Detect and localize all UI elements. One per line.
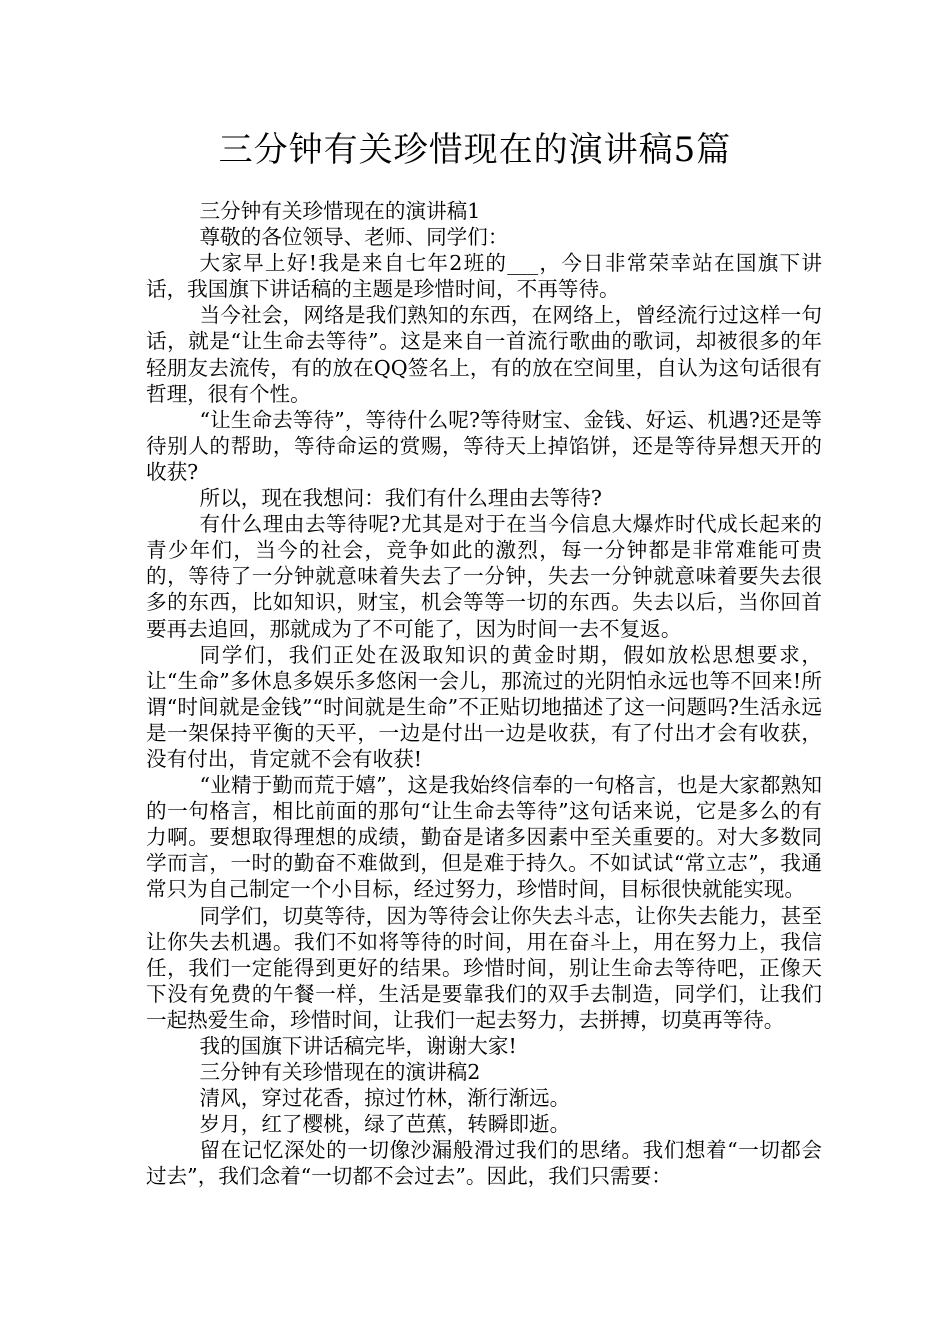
paragraph: “业精于勤而荒于嬉”，这是我始终信奉的一句格言，也是大家都熟知的一句格言，相比前面的那句“让生命去等待”这句话来说，它是多么的有力啊。要想取得理想的成绩，勤奋是诸多因素中至关重要的。对大多数同学而言，一时的勤奋不难做到，但是难于持久。不如试试“常立志”，我通常只为自己制定一个小目标，经过努力，珍惜时间，目标很快就能实现。 (146, 773, 822, 902)
section-heading-2: 三分钟有关珍惜现在的演讲稿2 (199, 1060, 481, 1085)
document-title: 三分钟有关珍惜现在的演讲稿5篇 (218, 130, 732, 170)
paragraph: 所以，现在我想问：我们有什么理由去等待? (199, 486, 602, 511)
section-heading-1: 三分钟有关珍惜现在的演讲稿1 (199, 199, 481, 223)
paragraph: 同学们，切莫等待，因为等待会让你失去斗志，让你失去能力，甚至让你失去机遇。我们不如将等待的时间，用在奋斗上，用在努力上，我信任，我们一定能得到更好的结果。珍惜时间，别让生命去等待吧，正像天下没有免费的午餐一样，生活是要靠我们的双手去制造，同学们，让我们一起热爱生命，珍惜时间，让我们一起去努力，去拼搏，切莫再等待。 (146, 903, 822, 1032)
paragraph: 同学们，我们正处在汲取知识的黄金时期，假如放松思想要求，让“生命”多休息多娱乐多悠闲一会儿，那流过的光阴怕永远也等不回来!所谓“时间就是金钱”“时间就是生命”不正贴切地描述了这一问题吗?生活永远是一架保持平衡的天平，一边是付出一边是收获，有了付出才会有收获，没有付出，肯定就不会有收获! (146, 642, 822, 771)
salutation: 尊敬的各位领导、老师、同学们： (199, 225, 509, 250)
paragraph: 留在记忆深处的一切像沙漏般滑过我们的思绪。我们想着“一切都会过去”，我们念着“一切都不会过去”。因此，我们只需要： (146, 1138, 822, 1189)
paragraph: “让生命去等待”，等待什么呢?等待财宝、金钱、好运、机遇?还是等待别人的帮助，等待命运的赏赐，等待天上掉馅饼，还是等待异想天开的收获? (146, 407, 822, 484)
paragraph: 清风，穿过花香，掠过竹林，渐行渐远。 (199, 1086, 571, 1111)
paragraph: 大家早上好!我是来自七年2班的___，今日非常荣幸站在国旗下讲话，我国旗下讲话稿的主题是珍惜时间，不再等待。 (146, 251, 822, 302)
document-body (146, 198, 822, 1190)
paragraph: 有什么理由去等待呢?尤其是对于在当今信息大爆炸时代成长起来的青少年们，当今的社会，竞争如此的激烈，每一分钟都是非常难能可贵的，等待了一分钟就意味着失去了一分钟，失去一分钟就意味着要失去很多的东西，比如知识，财宝，机会等等一切的东西。失去以后，当你回首要再去追回，那就成为了不可能了，因为时间一去不复返。 (146, 512, 822, 641)
paragraph: 当今社会，网络是我们熟知的东西，在网络上，曾经流行过这样一句话，就是“让生命去等待”。这是来自一首流行歌曲的歌词，却被很多的年轻朋友去流传，有的放在QQ签名上，有的放在空间里，自认为这句话很有哲理，很有个性。 (146, 303, 822, 406)
closing-line: 我的国旗下讲话稿完毕，谢谢大家! (199, 1034, 517, 1058)
paragraph: 岁月，红了樱桃，绿了芭蕉，转瞬即逝。 (199, 1112, 571, 1137)
